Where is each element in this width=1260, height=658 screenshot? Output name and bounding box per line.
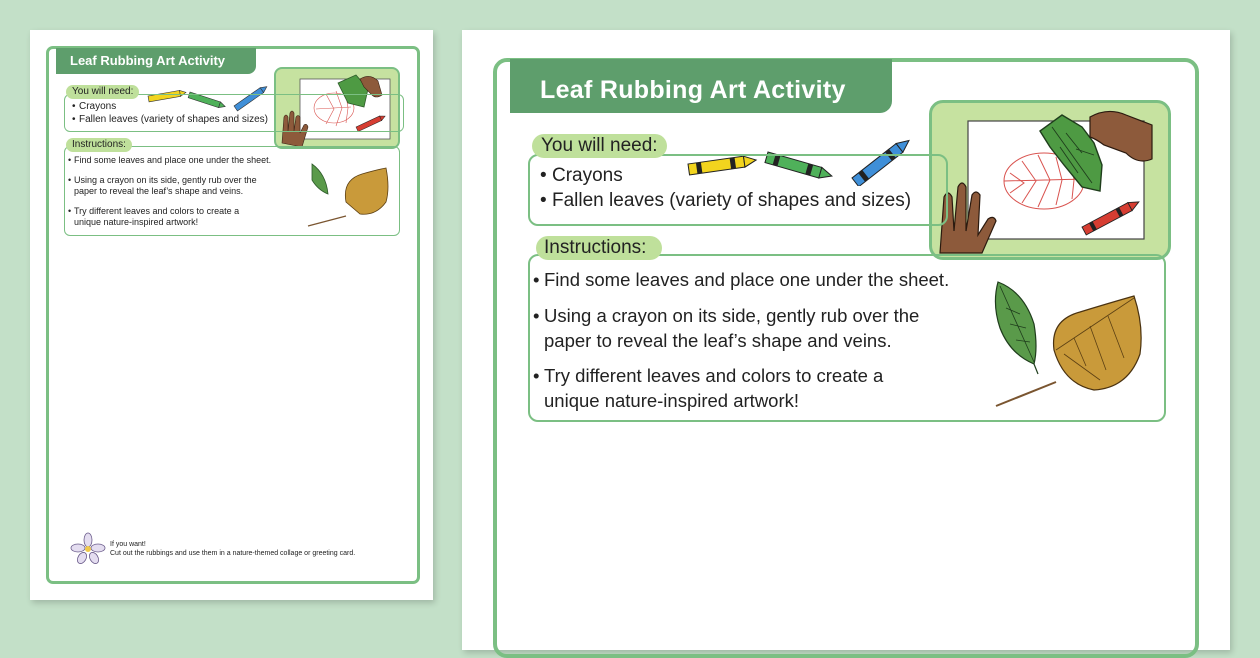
need-item: • Fallen leaves (variety of shapes and sizes)	[540, 190, 912, 211]
rubbing-illustration-icon	[932, 103, 1168, 257]
worksheet-title: Leaf Rubbing Art Activity	[510, 59, 892, 113]
rubbing-illustration	[929, 100, 1171, 260]
small-leaves-icon	[306, 160, 392, 230]
small-need-item: • Fallen leaves (variety of shapes and sizes)	[72, 114, 268, 125]
instruction-step: • Try different leaves and colors to create a unique nature-inspired artwork!	[533, 365, 884, 411]
small-footer-note: If you want! Cut out the rubbings and use them in a nature-themed collage or greeting card.	[110, 541, 356, 557]
small-worksheet-preview	[30, 30, 433, 600]
small-worksheet-title: Leaf Rubbing Art Activity	[56, 48, 256, 74]
large-worksheet-view	[462, 30, 1230, 650]
instruction-step: • Find some leaves and place one under the sheet.	[533, 269, 950, 290]
need-item: • Crayons	[540, 165, 623, 186]
flower-icon	[70, 532, 106, 566]
small-instruction-step: • Find some leaves and place one under the sheet.	[68, 155, 272, 165]
small-materials-box	[64, 94, 404, 132]
small-instructions-label: Instructions:	[66, 138, 132, 152]
instruction-step: • Using a crayon on its side, gently rub over the paper to reveal the leaf’s shape and veins.	[533, 305, 920, 351]
green-leaf-icon	[995, 282, 1038, 374]
instructions-label: Instructions:	[536, 236, 662, 260]
needs-label: You will need:	[532, 134, 667, 158]
small-instruction-step: • Using a crayon on its side, gently rub over the paper to reveal the leaf’s shape and veins.	[68, 175, 257, 196]
leaves-icon	[990, 278, 1150, 412]
small-needs-label: You will need:	[66, 85, 139, 99]
small-need-item: • Crayons	[72, 101, 117, 112]
small-instruction-step: • Try different leaves and colors to create a unique nature-inspired artwork!	[68, 206, 240, 227]
